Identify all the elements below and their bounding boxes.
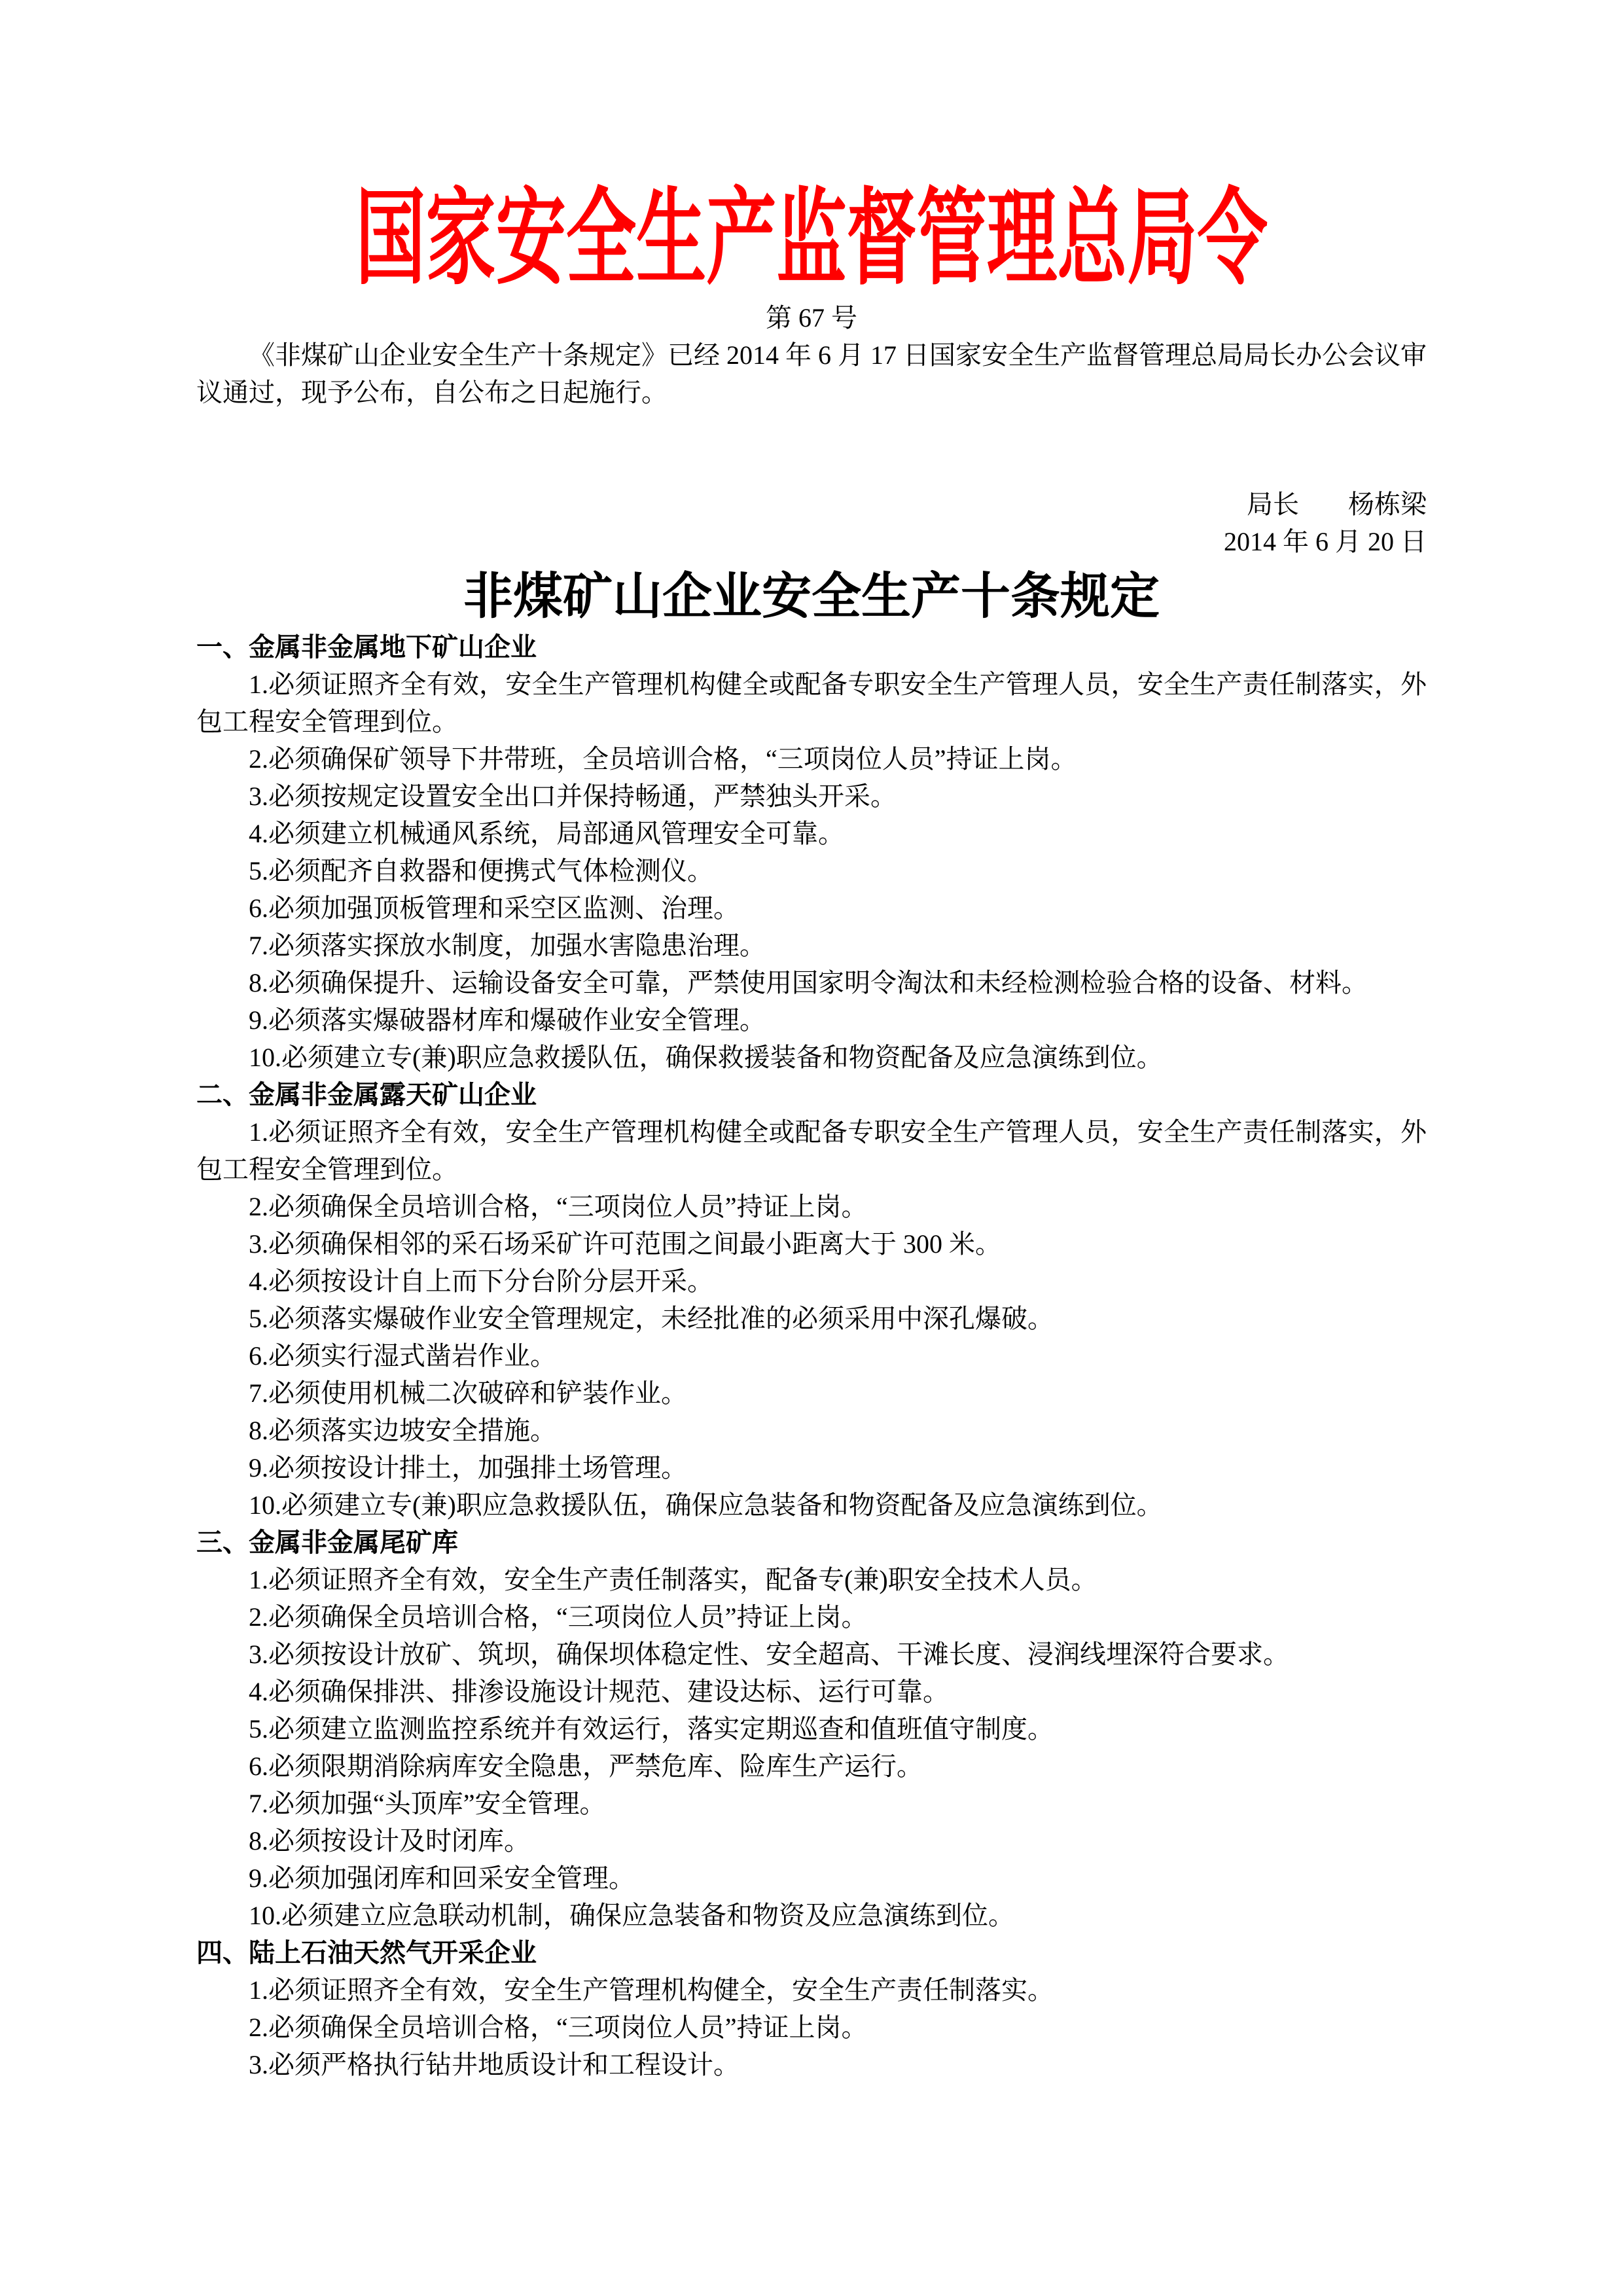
preamble-paragraph: 《非煤矿山企业安全生产十条规定》已经 2014 年 6 月 17 日国家安全生产监督管理总局局长办公会议审议通过，现予公布，自公布之日起施行。 [196,340,1427,407]
section-item: 3.必须确保相邻的采石场采矿许可范围之间最小距离大于 300 米。 [249,1229,1001,1259]
section-item: 5.必须建立监测监控系统并有效运行，落实定期巡查和值班值守制度。 [249,1714,1054,1744]
section-item: 1.必须证照齐全有效，安全生产管理机构健全或配备专职安全生产管理人员，安全生产责任制落实，外包工程安全管理到位。 [196,670,1427,736]
decree-title: 国家安全生产监督管理总局令 [355,181,1268,297]
section-item: 6.必须加强顶板管理和采空区监测、治理。 [249,893,740,923]
section-item: 7.必须加强“头顶库”安全管理。 [249,1789,606,1818]
section-item: 2.必须确保全员培训合格，“三项岗位人员”持证上岗。 [249,1192,868,1221]
signer-role: 局长 [1247,490,1299,519]
section-item: 4.必须按设计自上而下分台阶分层开采。 [249,1266,713,1296]
section-heading: 三、金属非金属尾矿库 [196,1528,458,1557]
section-item: 4.必须建立机械通风系统，局部通风管理安全可靠。 [249,819,844,848]
section-item: 1.必须证照齐全有效，安全生产管理机构健全或配备专职安全生产管理人员，安全生产责任制落实，外包工程安全管理到位。 [196,1117,1427,1184]
regulation-title: 非煤矿山企业安全生产十条规定 [463,569,1160,624]
section-item: 2.必须确保全员培训合格，“三项岗位人员”持证上岗。 [249,1602,868,1632]
sections [196,628,1427,2083]
section-item: 8.必须落实边坡安全措施。 [249,1416,556,1445]
section-item: 8.必须确保提升、运输设备安全可靠，严禁使用国家明令淘汰和未经检测检验合格的设备、材料。 [249,968,1368,997]
signature-block [196,486,1427,560]
decree-number: 第 67 号 [766,303,857,332]
section-item: 2.必须确保全员培训合格，“三项岗位人员”持证上岗。 [249,2013,868,2042]
section-item: 9.必须加强闭库和回采安全管理。 [249,1863,635,1893]
section-item: 7.必须使用机械二次破碎和铲装作业。 [249,1378,687,1408]
decree-title-wrap [196,183,1427,295]
section-item: 3.必须按规定设置安全出口并保持畅通，严禁独头开采。 [249,781,897,811]
section-item: 7.必须落实探放水制度，加强水害隐患治理。 [249,931,766,960]
section-item: 3.必须严格执行钻井地质设计和工程设计。 [249,2050,740,2079]
section-item: 5.必须落实爆破作业安全管理规定，未经批准的必须采用中深孔爆破。 [249,1304,1054,1333]
section-item: 2.必须确保矿领导下井带班，全员培训合格，“三项岗位人员”持证上岗。 [249,744,1077,774]
section-heading: 一、金属非金属地下矿山企业 [196,632,537,662]
section-item: 3.必须按设计放矿、筑坝，确保坝体稳定性、安全超高、干滩长度、浸润线埋深符合要求。 [249,1640,1289,1669]
section-item: 6.必须限期消除病库安全隐患，严禁危库、险库生产运行。 [249,1751,923,1781]
section-item: 6.必须实行湿式凿岩作业。 [249,1341,556,1371]
section-item: 5.必须配齐自救器和便携式气体检测仪。 [249,856,713,886]
section-item: 9.必须按设计排土，加强排土场管理。 [249,1453,687,1482]
section-item: 1.必须证照齐全有效，安全生产责任制落实，配备专(兼)职安全技术人员。 [249,1565,1097,1594]
signer-name: 杨栋梁 [1348,490,1427,519]
section-item: 10.必须建立应急联动机制，确保应急装备和物资及应急演练到位。 [249,1901,1014,1930]
section-item: 10.必须建立专(兼)职应急救援队伍，确保应急装备和物资配备及应急演练到位。 [249,1490,1163,1520]
section-item: 1.必须证照齐全有效，安全生产管理机构健全，安全生产责任制落实。 [249,1975,1054,2005]
section-item: 8.必须按设计及时闭库。 [249,1826,530,1856]
signature-date: 2014 年 6 月 20 日 [1224,527,1427,556]
section-heading: 二、金属非金属露天矿山企业 [196,1080,537,1109]
section-item: 10.必须建立专(兼)职应急救援队伍，确保救援装备和物资配备及应急演练到位。 [249,1043,1163,1072]
signature-line [196,486,1427,523]
section-item: 9.必须落实爆破器材库和爆破作业安全管理。 [249,1005,766,1035]
section-heading: 四、陆上石油天然气开采企业 [196,1938,537,1967]
section-item: 4.必须确保排洪、排渗设施设计规范、建设达标、运行可靠。 [249,1677,949,1706]
